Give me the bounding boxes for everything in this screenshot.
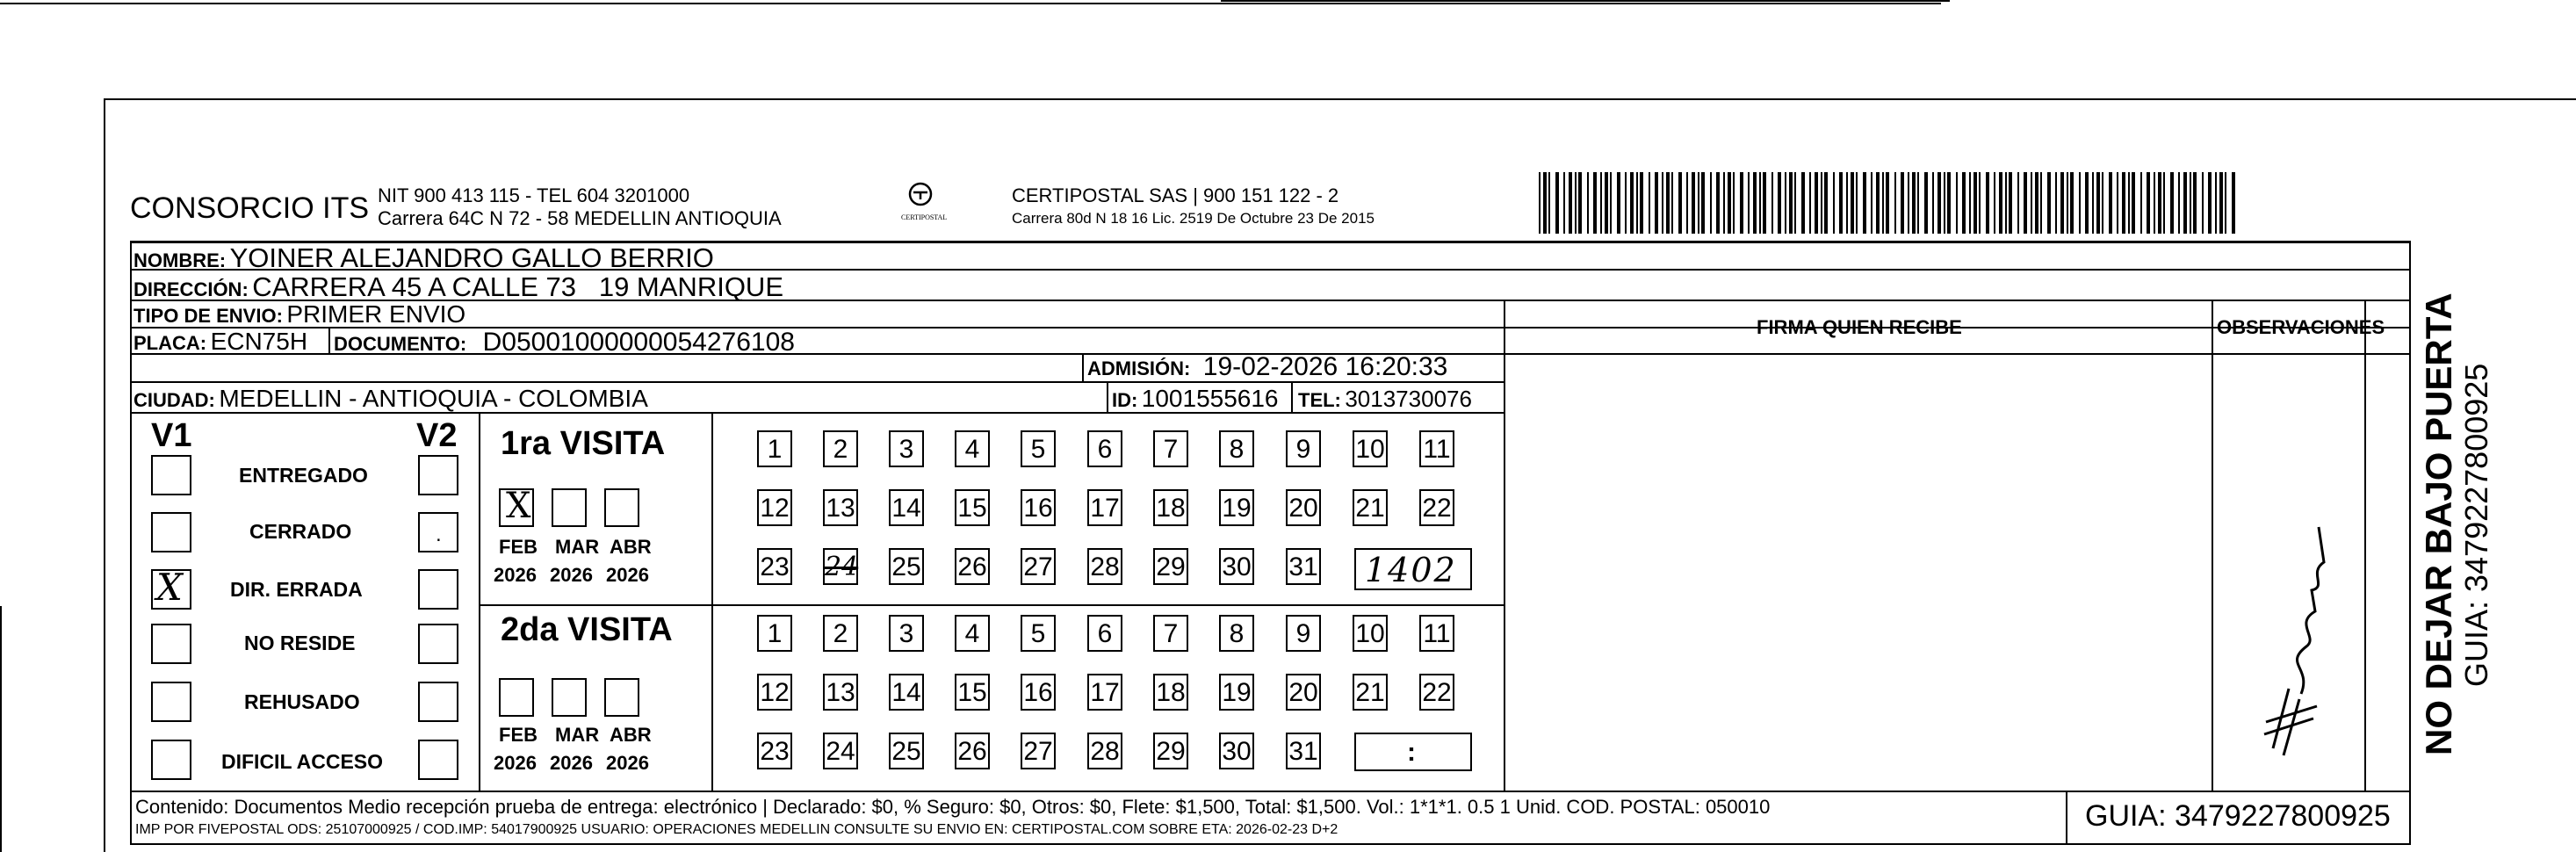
visit1-day-9[interactable]: 9 xyxy=(1286,430,1321,467)
barcode-bar xyxy=(1539,172,1541,234)
barcode-bar xyxy=(1882,172,1884,234)
barcode-bar xyxy=(2163,172,2165,234)
visit1-day-10[interactable]: 10 xyxy=(1353,430,1388,467)
year-label: 2026 xyxy=(550,752,593,774)
status-label: ENTREGADO xyxy=(239,464,368,487)
barcode-bar xyxy=(1876,172,1880,234)
barcode-bar xyxy=(1908,172,1909,234)
visit2-day-12[interactable]: 12 xyxy=(757,674,792,711)
visit1-title: 1ra VISITA xyxy=(501,425,666,462)
barcode-bar xyxy=(1986,172,1989,234)
barcode-bar xyxy=(1692,172,1695,234)
certipostal-info-1: CERTIPOSTAL SAS | 900 151 122 - 2 xyxy=(1012,184,1339,206)
visit2-day-5[interactable]: 5 xyxy=(1021,615,1056,652)
barcode-bar xyxy=(2215,172,2217,234)
month-label: MAR xyxy=(555,724,600,746)
visit1-day-24[interactable] xyxy=(823,548,858,585)
barcode-bar xyxy=(1716,172,1720,234)
visit2-day-10[interactable]: 10 xyxy=(1353,615,1388,652)
visit2-day-24[interactable]: 24 xyxy=(823,733,858,769)
barcode-bar xyxy=(2132,172,2135,234)
barcode-bar xyxy=(1671,172,1673,234)
documento-label: DOCUMENTO: xyxy=(334,333,467,355)
visit1-day-16[interactable]: 16 xyxy=(1021,489,1056,526)
rule xyxy=(130,241,132,845)
barcode-bar xyxy=(1666,172,1670,234)
barcode-bar xyxy=(1655,172,1658,234)
direccion-row xyxy=(133,273,783,300)
v1-checkbox-dificil-acceso[interactable] xyxy=(151,740,191,780)
barcode-bar xyxy=(2178,172,2180,234)
barcode-bar xyxy=(2219,172,2223,234)
visit1-day-28[interactable]: 28 xyxy=(1087,548,1122,585)
barcode-bar xyxy=(2055,172,2057,234)
visit1-day-5[interactable]: 5 xyxy=(1021,430,1056,467)
barcode-bar xyxy=(1753,172,1757,234)
barcode-bar xyxy=(2208,172,2212,234)
rule xyxy=(2364,300,2366,792)
id-row xyxy=(1112,386,1279,411)
visit1-day-25[interactable]: 25 xyxy=(889,548,924,585)
barcode-bar xyxy=(1625,172,1627,234)
barcode-bar xyxy=(1543,172,1547,234)
visit1-day-29[interactable]: 29 xyxy=(1153,548,1188,585)
visit2-day-28[interactable]: 28 xyxy=(1087,733,1122,769)
barcode-bar xyxy=(2193,172,2197,234)
visit1-day-17[interactable]: 17 xyxy=(1087,489,1122,526)
rule xyxy=(1504,300,1505,792)
barcode-bar xyxy=(1789,172,1793,234)
visit2-day-30[interactable]: 30 xyxy=(1219,733,1254,769)
tel-label: TEL: xyxy=(1298,389,1341,411)
logo-caption: CERTIPOSTAL xyxy=(901,213,948,221)
month-label: FEB xyxy=(499,724,538,746)
barcode-bar xyxy=(2031,172,2032,234)
visit2-day-4[interactable]: 4 xyxy=(955,615,990,652)
barcode-bar xyxy=(1575,172,1577,234)
barcode-bar xyxy=(1937,172,1941,234)
visit1-month-abr-checkbox[interactable] xyxy=(604,488,639,527)
visit1-month-mar-checkbox[interactable] xyxy=(552,488,587,527)
barcode-bar xyxy=(1917,172,1919,234)
barcode-bar xyxy=(1630,172,1634,234)
rule xyxy=(328,327,330,355)
visit1-day-3[interactable]: 3 xyxy=(889,430,924,467)
v2-checkbox-entregado[interactable] xyxy=(418,455,458,495)
barcode-bar xyxy=(1912,172,1916,234)
rule xyxy=(479,412,480,792)
visit2-month-feb-checkbox[interactable] xyxy=(499,678,534,717)
v2-dot: . xyxy=(436,523,442,546)
tipo-row xyxy=(133,302,465,327)
barcode-bar xyxy=(1617,172,1620,234)
v1-checkbox-cerrado[interactable] xyxy=(151,512,191,552)
month-label: ABR xyxy=(610,724,652,746)
rule xyxy=(130,412,1504,414)
admision-value: 19-02-2026 16:20:33 xyxy=(1202,352,1448,381)
company-name: CONSORCIO ITS xyxy=(130,191,370,225)
barcode-bar xyxy=(1999,172,2002,234)
barcode-bar xyxy=(1886,172,1889,234)
barcode-bar xyxy=(1924,172,1928,234)
placa-label: PLACA: xyxy=(133,332,207,354)
rule xyxy=(1291,381,1293,412)
visit1-day-23[interactable]: 23 xyxy=(757,548,792,585)
barcode-bar xyxy=(2147,172,2150,234)
barcode-bar xyxy=(1871,172,1872,234)
barcode-bar xyxy=(2183,172,2187,234)
visit1-day-26[interactable]: 26 xyxy=(955,548,990,585)
visit1-day-4[interactable]: 4 xyxy=(955,430,990,467)
barcode-bar xyxy=(2117,172,2118,234)
visit2-day-1[interactable]: 1 xyxy=(757,615,792,652)
direccion-value: CARRERA 45 A CALLE 73 19 MANRIQUE xyxy=(252,271,783,302)
nombre-value: YOINER ALEJANDRO GALLO BERRIO xyxy=(229,242,714,273)
barcode-bar xyxy=(2067,172,2068,234)
left-scan-mark xyxy=(0,606,2,852)
visit1-day-6[interactable]: 6 xyxy=(1087,430,1122,467)
visit1-day-12[interactable]: 12 xyxy=(757,489,792,526)
barcode-bar xyxy=(1640,172,1643,234)
barcode-bar xyxy=(2158,172,2161,234)
barcode-bar xyxy=(2035,172,2038,234)
v2-checkbox-cerrado[interactable] xyxy=(418,512,458,552)
rule xyxy=(2066,791,2067,845)
month-label: ABR xyxy=(610,536,652,558)
visit1-day-14[interactable]: 14 xyxy=(889,489,924,526)
visit2-day-16[interactable]: 16 xyxy=(1021,674,1056,711)
rule xyxy=(2212,300,2213,792)
company-info-1: NIT 900 413 115 - TEL 604 3201000 xyxy=(378,184,690,206)
certipostal-info-2: Carrera 80d N 18 16 Lic. 2519 De Octubre 23 De 2015 xyxy=(1012,210,1375,227)
visit2-month-mar-checkbox[interactable] xyxy=(552,678,587,717)
ciudad-row xyxy=(133,386,648,411)
visit2-day-29[interactable]: 29 xyxy=(1153,733,1188,769)
visit1-day-31[interactable]: 31 xyxy=(1286,548,1321,585)
barcode-bar xyxy=(1833,172,1835,234)
barcode-bar xyxy=(1728,172,1731,234)
barcode-bar xyxy=(2170,172,2174,234)
year-label: 2026 xyxy=(606,752,649,774)
barcode-bar xyxy=(2202,172,2204,234)
barcode-bar xyxy=(2232,172,2235,234)
tipo-value: PRIMER ENVIO xyxy=(286,300,466,328)
year-label: 2026 xyxy=(494,752,537,774)
barcode-bar xyxy=(1901,172,1904,234)
placa-value: ECN75H xyxy=(210,328,308,355)
v2-checkbox-dir-errada[interactable] xyxy=(418,569,458,610)
visit1-day-22[interactable]: 22 xyxy=(1419,489,1454,526)
barcode-bar xyxy=(2102,172,2103,234)
v2-label: V2 xyxy=(416,417,458,454)
footer-guia: GUIA: 3479227800925 xyxy=(2085,799,2391,833)
v2-checkbox-no-reside[interactable] xyxy=(418,624,458,664)
visit2-day-21[interactable]: 21 xyxy=(1353,674,1388,711)
v1-checkbox-no-reside[interactable] xyxy=(151,624,191,664)
tipo-label: TIPO DE ENVIO: xyxy=(133,305,283,327)
visit2-day-7[interactable]: 7 xyxy=(1153,615,1188,652)
visit1-day-13[interactable]: 13 xyxy=(823,489,858,526)
barcode-bar xyxy=(1809,172,1811,234)
rule xyxy=(130,791,2410,792)
rule xyxy=(130,327,2410,329)
barcode-bar xyxy=(1994,172,1995,234)
visit2-day-9[interactable]: 9 xyxy=(1286,615,1321,652)
barcode-bar xyxy=(1636,172,1638,234)
rule xyxy=(130,843,2410,845)
handwritten-struck-day: 24 xyxy=(825,552,859,582)
v2-checkbox-rehusado[interactable] xyxy=(418,682,458,722)
barcode-bar xyxy=(1863,172,1866,234)
v1-checkbox-entregado[interactable] xyxy=(151,455,191,495)
barcode-bar xyxy=(2154,172,2155,234)
barcode-bar xyxy=(1894,172,1896,234)
visit2-day-22[interactable]: 22 xyxy=(1419,674,1454,711)
barcode-bar xyxy=(1723,172,1725,234)
barcode-bar xyxy=(1555,172,1559,234)
barcode-bar xyxy=(1698,172,1699,234)
visit1-time-box[interactable] xyxy=(1354,548,1472,590)
id-value: 1001555616 xyxy=(1141,385,1279,412)
visit1-day-1[interactable]: 1 xyxy=(757,430,792,467)
barcode-bar xyxy=(2060,172,2064,234)
v1-checkbox-dir-errada[interactable] xyxy=(151,566,191,610)
barcode-bar xyxy=(1851,172,1854,234)
barcode-bar xyxy=(1701,172,1705,234)
visit1-day-2[interactable]: 2 xyxy=(823,430,858,467)
id-label: ID: xyxy=(1112,389,1138,411)
visit1-day-15[interactable]: 15 xyxy=(955,489,990,526)
barcode-bar xyxy=(1932,172,1934,234)
visit2-day-2[interactable]: 2 xyxy=(823,615,858,652)
side-guia: GUIA: 3479227800925 xyxy=(2458,363,2494,687)
visit2-day-3[interactable]: 3 xyxy=(889,615,924,652)
top-scan-line-2 xyxy=(1221,0,1950,2)
barcode-bar xyxy=(1944,172,1945,234)
barcode-bar xyxy=(2092,172,2094,234)
visit1-day-8[interactable]: 8 xyxy=(1219,430,1254,467)
side-no-dejar-bajo-puerta: NO DEJAR BAJO PUERTA xyxy=(2418,292,2459,755)
barcode-bar xyxy=(2017,172,2019,234)
barcode-bar xyxy=(1979,172,1981,234)
observaciones-header: OBSERVACIONES xyxy=(2217,316,2385,338)
barcode-bar xyxy=(1587,172,1589,234)
barcode-bar xyxy=(2047,172,2051,234)
barcode-bar xyxy=(1569,172,1572,234)
status-label: CERRADO xyxy=(249,520,352,543)
visit1-day-11[interactable]: 11 xyxy=(1419,430,1454,467)
visit2-title: 2da VISITA xyxy=(501,611,673,648)
nombre-label: NOMBRE: xyxy=(133,249,227,271)
barcode-bar xyxy=(1600,172,1602,234)
visit2-day-17[interactable]: 17 xyxy=(1087,674,1122,711)
ciudad-value: MEDELLIN - ANTIOQUIA - COLOMBIA xyxy=(219,385,648,412)
documento-row xyxy=(334,329,795,356)
barcode-bar xyxy=(2005,172,2007,234)
visit1-day-18[interactable]: 18 xyxy=(1153,489,1188,526)
barcode-bar xyxy=(2096,172,2100,234)
tel-value: 3013730076 xyxy=(1345,386,1472,412)
barcode-bar xyxy=(1733,172,1735,234)
barcode-bar xyxy=(1563,172,1565,234)
barcode-bar xyxy=(1605,172,1608,234)
status-label: NO RESIDE xyxy=(244,632,356,654)
year-label: 2026 xyxy=(550,564,593,586)
visit2-day-27[interactable]: 27 xyxy=(1021,733,1056,769)
handwritten-check-mark: X xyxy=(156,566,183,609)
year-label: 2026 xyxy=(494,564,537,586)
visit1-day-21[interactable]: 21 xyxy=(1353,489,1388,526)
rule xyxy=(711,412,713,792)
top-scan-line xyxy=(0,3,1941,4)
barcode-bar xyxy=(1578,172,1582,234)
visit2-day-18[interactable]: 18 xyxy=(1153,674,1188,711)
barcode-bar xyxy=(1785,172,1786,234)
visit1-day-30[interactable]: 30 xyxy=(1219,548,1254,585)
visit2-day-31[interactable]: 31 xyxy=(1286,733,1321,769)
barcode-bar xyxy=(1662,172,1663,234)
visit2-month-abr-checkbox[interactable] xyxy=(604,678,639,717)
visit2-day-14[interactable]: 14 xyxy=(889,674,924,711)
time-separator: : xyxy=(1407,738,1416,767)
barcode-bar xyxy=(1856,172,1858,234)
barcode-bar xyxy=(1801,172,1805,234)
barcode-bar xyxy=(2190,172,2191,234)
barcode-bar xyxy=(2109,172,2112,234)
barcode-bar xyxy=(1969,172,1971,234)
barcode xyxy=(1539,172,2238,234)
handwritten-signature xyxy=(2248,492,2354,764)
visit2-day-20[interactable]: 20 xyxy=(1286,674,1321,711)
visit1-day-20[interactable]: 20 xyxy=(1286,489,1321,526)
company-info-2: Carrera 64C N 72 - 58 MEDELLIN ANTIOQUIA xyxy=(378,207,782,229)
barcode-bar xyxy=(2225,172,2226,234)
tel-row xyxy=(1298,387,1472,410)
month-label: FEB xyxy=(499,536,538,558)
handwritten-check-mark: X xyxy=(506,486,531,526)
barcode-bar xyxy=(2122,172,2125,234)
admision-label: ADMISIÓN: xyxy=(1087,357,1191,379)
footer-contenido: Contenido: Documentos Medio recepción prueba de entrega: electrónico | Declarado: $0, % Seguro: $0, Otros: $0, Flete: $1,500, Total: $1,500. Vol.: 1*1*1. 0.5 1 Unid. COD. POSTAL: 050010 xyxy=(135,796,1771,818)
visit2-time-box[interactable] xyxy=(1354,733,1472,771)
barcode-bar xyxy=(1821,172,1822,234)
barcode-bar xyxy=(1771,172,1773,234)
barcode-bar xyxy=(2040,172,2042,234)
status-label: DIR. ERRADA xyxy=(230,578,363,601)
barcode-bar xyxy=(1686,172,1688,234)
visit2-day-8[interactable]: 8 xyxy=(1219,615,1254,652)
barcode-bar xyxy=(1778,172,1781,234)
rule xyxy=(2409,241,2411,845)
visit2-day-26[interactable]: 26 xyxy=(955,733,990,769)
barcode-bar xyxy=(1794,172,1796,234)
barcode-bar xyxy=(1824,172,1828,234)
barcode-bar xyxy=(2079,172,2081,234)
barcode-bar xyxy=(1947,172,1951,234)
barcode-bar xyxy=(1956,172,1958,234)
barcode-bar xyxy=(1973,172,1977,234)
barcode-bar xyxy=(2070,172,2074,234)
documento-value: D05001000000054276108 xyxy=(482,328,795,357)
footer-imp: IMP POR FIVEPOSTAL ODS: 25107000925 / COD.IMP: 54017900925 USUARIO: OPERACIONES MEDELLIN CONSULTE SU ENVIO EN: CERTIPOSTAL.COM SOBRE ETA: 2026-02-23 D+2 xyxy=(135,822,1339,837)
visit2-day-15[interactable]: 15 xyxy=(955,674,990,711)
barcode-bar xyxy=(2009,172,2012,234)
barcode-bar xyxy=(2140,172,2142,234)
visit2-day-6[interactable]: 6 xyxy=(1087,615,1122,652)
visit1-day-19[interactable]: 19 xyxy=(1219,489,1254,526)
barcode-bar xyxy=(1548,172,1550,234)
direccion-label: DIRECCIÓN: xyxy=(133,278,249,300)
rule xyxy=(1082,353,1084,381)
barcode-bar xyxy=(1763,172,1766,234)
barcode-bar xyxy=(2024,172,2027,234)
visit1-month-feb-checkbox[interactable] xyxy=(499,488,534,527)
barcode-bar xyxy=(2128,172,2130,234)
barcode-bar xyxy=(1815,172,1818,234)
month-label: MAR xyxy=(555,536,600,558)
firma-header: FIRMA QUIEN RECIBE xyxy=(1757,316,1962,338)
visit2-day-11[interactable]: 11 xyxy=(1419,615,1454,652)
v1-checkbox-rehusado[interactable] xyxy=(151,682,191,722)
barcode-bar xyxy=(1759,172,1761,234)
ciudad-label: CIUDAD: xyxy=(133,389,215,411)
barcode-bar xyxy=(1740,172,1743,234)
rule xyxy=(479,604,1504,606)
visit1-day-7[interactable]: 7 xyxy=(1153,430,1188,467)
nombre-row xyxy=(133,244,714,271)
barcode-bar xyxy=(2085,172,2089,234)
barcode-bar xyxy=(1748,172,1750,234)
status-label: DIFICIL ACCESO xyxy=(221,750,384,773)
rule xyxy=(1107,381,1108,412)
visit1-day-27[interactable]: 27 xyxy=(1021,548,1056,585)
barcode-bar xyxy=(1839,172,1843,234)
placa-row xyxy=(133,329,307,354)
status-label: REHUSADO xyxy=(244,690,360,713)
barcode-bar xyxy=(1649,172,1650,234)
barcode-bar xyxy=(1610,172,1612,234)
barcode-bar xyxy=(1710,172,1712,234)
rule xyxy=(130,381,1504,383)
v2-checkbox-dificil-acceso[interactable] xyxy=(418,740,458,780)
barcode-bar xyxy=(1846,172,1848,234)
year-label: 2026 xyxy=(606,564,649,586)
handwritten-time: 1402 xyxy=(1365,551,1457,589)
visit2-day-23[interactable]: 23 xyxy=(757,733,792,769)
barcode-bar xyxy=(1678,172,1682,234)
v1-label: V1 xyxy=(151,417,192,454)
visit2-day-19[interactable]: 19 xyxy=(1219,674,1254,711)
admision-row xyxy=(1087,354,1447,380)
visit2-day-25[interactable]: 25 xyxy=(889,733,924,769)
barcode-bar xyxy=(1962,172,1966,234)
barcode-bar xyxy=(1593,172,1597,234)
visit2-day-13[interactable]: 13 xyxy=(823,674,858,711)
